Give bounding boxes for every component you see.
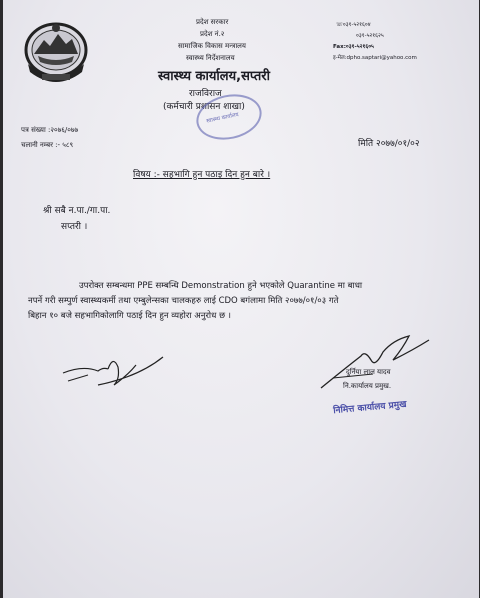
chalani-number: चलानी नम्बर :- ५८९ [21, 141, 74, 149]
signatory-name: दुर्निया लाल यादव [346, 368, 391, 376]
section-line: (कर्मचारी प्रशासन शाखा) [163, 102, 245, 112]
place-line: राजविराज [189, 89, 222, 99]
letter-paper [3, 0, 479, 598]
officer-stamp: निमित्त कार्यालय प्रमुख [332, 399, 407, 417]
subject-line: विषय :- सहभागि हुन पठाइ दिन हुन बारे । [133, 170, 271, 180]
province-line: प्रदेश नं.२ [200, 30, 225, 38]
body-line-1: उपरोक्त सम्बन्धमा PPE सम्बन्धि Demonstration हुने भएकोले Quarantine मा बाधा [79, 281, 363, 291]
office-title: स्वास्थ्य कार्यालय,सप्तरी [158, 69, 270, 84]
recipient-line-2: सप्तरी । [61, 222, 88, 232]
left-handwritten-signature [58, 345, 168, 395]
phone-2: ०३१-५२१६२५ [356, 33, 384, 39]
signatory-title: नि.कार्यालय प्रमुख. [343, 382, 392, 390]
ministry-line: सामाजिक विकास मन्त्रालय [178, 42, 246, 50]
body-line-3: बिहान १० बजे सहभागिकोलागि पठाई दिन हुन व्यहोरा अनुरोध छ । [28, 311, 231, 321]
nepal-emblem-logo [20, 20, 92, 88]
phone-1: ☏०३१-५२१६०४ [336, 22, 371, 28]
round-stamp-text: स्वास्थ्य कार्यालय [205, 112, 240, 125]
fax-number: Fax:०३१-५२१६०५ [333, 44, 374, 50]
body-line-2: नपर्ने गरी सम्पुर्ण स्वास्थ्यकर्मी तथा एम्बुलेन्सका चालकहरु लाई CDO बगंलामा मिति २०७७/०१/०३ गते [28, 296, 339, 306]
email-address: इ-मेल:dpho.saptari@yahoo.com [333, 55, 417, 61]
recipient-line-1: श्री सबै न.पा./गा.पा. [43, 206, 111, 216]
gov-line: प्रदेश सरकार [196, 18, 229, 26]
directorate-line: स्वास्थ्य निर्देशनालय [186, 54, 235, 62]
letter-date: मिति २०७७/०१/०२ [358, 139, 420, 149]
patra-sankhya: पत्र संख्या :२०७६/०७७ [21, 126, 79, 134]
